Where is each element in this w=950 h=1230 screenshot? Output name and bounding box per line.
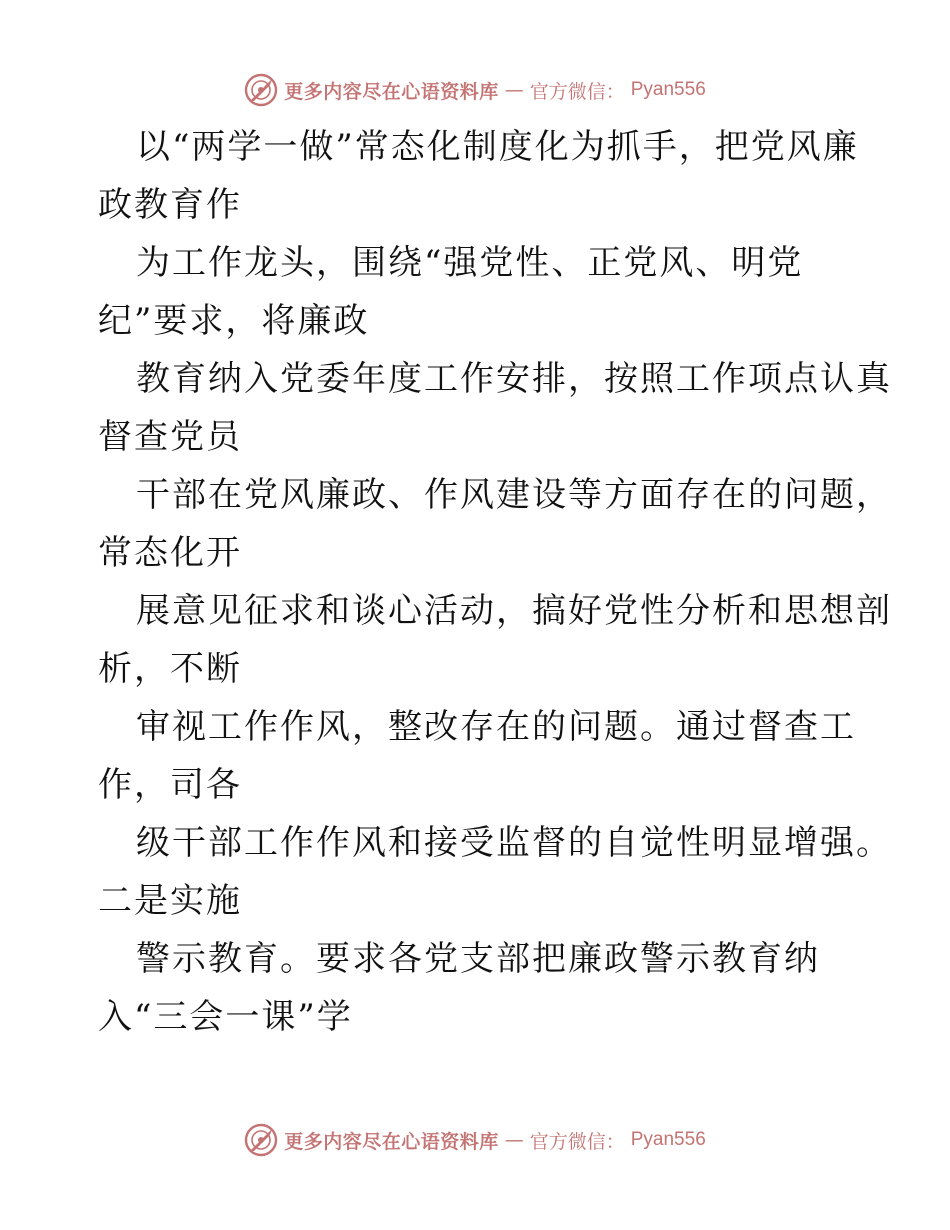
footer-site-text: 更多内容尽在心语资料库 [284,1130,499,1153]
body-line: 纪”要求，将廉政 [98,301,370,341]
header-wechat-label: 官方微信： [529,80,625,103]
body-line: 析，不断 [98,649,242,689]
body-line: 作，司各 [98,765,242,805]
body-line: 入“三会一课”学 [98,997,353,1037]
header-site-text: 更多内容尽在心语资料库 [284,80,499,103]
footer-banner [0,1120,950,1160]
body-line: 督查党员 [98,417,242,457]
body-line: 为工作龙头，围绕“强党性、正党风、明党 [136,243,804,283]
body-line: 常态化开 [98,533,242,573]
body-line: 干部在党风廉政、作风建设等方面存在的问题， [136,475,892,515]
header-wechat-id: Pyan556 [630,79,706,100]
logo-icon [244,1123,278,1157]
footer-separator: — [504,1129,524,1151]
body-line: 警示教育。要求各党支部把廉政警示教育纳 [136,939,820,979]
body-line: 政教育作 [98,185,242,225]
body-line: 教育纳入党委年度工作安排，按照工作项点认真 [136,359,892,399]
footer-wechat-id: Pyan556 [630,1129,706,1150]
header-separator: — [504,79,524,101]
footer-wechat-label: 官方微信： [529,1130,625,1153]
header-banner [0,70,950,110]
body-line: 二是实施 [98,881,242,921]
body-line: 展意见征求和谈心活动，搞好党性分析和思想剖 [136,591,892,631]
body-line: 以“两学一做”常态化制度化为抓手，把党风廉 [136,127,859,167]
body-line: 级干部工作作风和接受监督的自觉性明显增强。 [136,823,892,863]
document-body [98,118,892,1046]
body-line: 审视工作作风，整改存在的问题。通过督查工 [136,707,856,747]
logo-icon [244,73,278,107]
